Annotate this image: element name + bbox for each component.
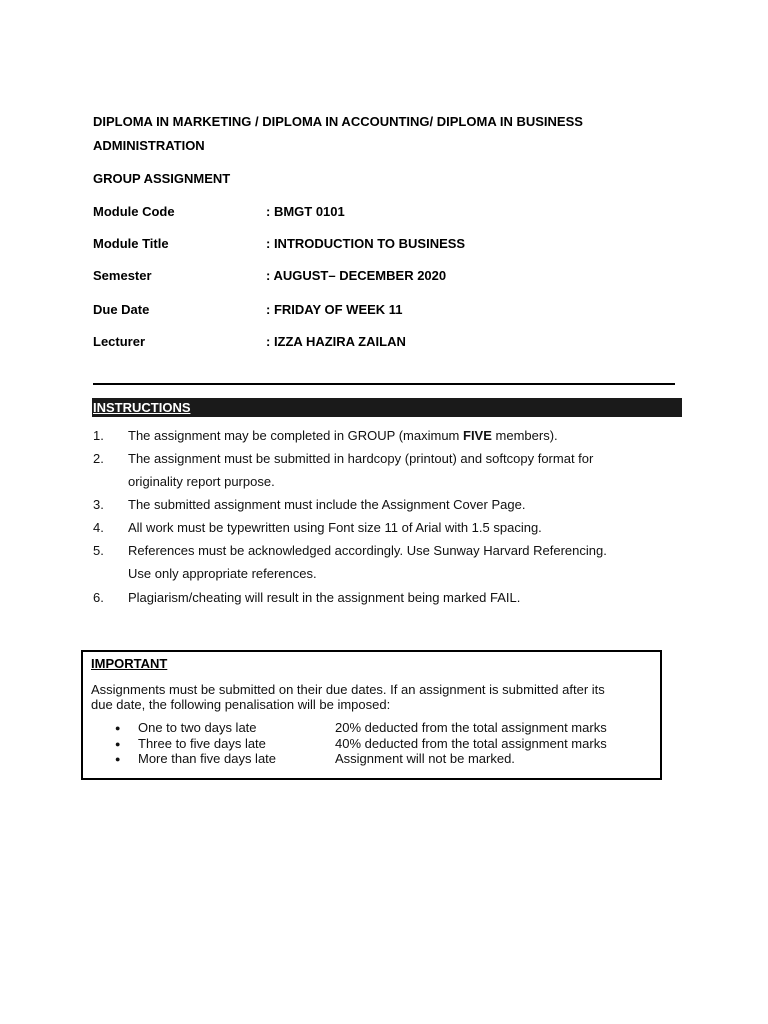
instruction-number: 2. (93, 451, 104, 466)
detail-row-module-code (93, 204, 673, 220)
detail-row-semester (93, 268, 673, 284)
penalty-lateness: One to two days late (138, 720, 257, 735)
penalty-item (83, 751, 643, 767)
important-intro-line: due date, the following penalisation will be imposed: (91, 697, 391, 712)
instruction-text: The assignment must be submitted in hardcopy (printout) and softcopy format for (128, 451, 594, 466)
penalty-result: Assignment will not be marked. (335, 751, 515, 766)
detail-row-module-title (93, 236, 673, 252)
bullet-icon: ● (115, 739, 121, 749)
instruction-text: The submitted assignment must include the Assignment Cover Page. (128, 497, 526, 512)
detail-value: : BMGT 0101 (266, 204, 345, 219)
instruction-text: All work must be typewritten using Font size 11 of Arial with 1.5 spacing. (128, 520, 542, 535)
important-intro-line: Assignments must be submitted on their due dates. If an assignment is submitted after its (91, 682, 605, 697)
instruction-number: 4. (93, 520, 104, 535)
detail-label: Module Title (93, 236, 169, 251)
detail-row-lecturer (93, 334, 673, 350)
detail-value: : INTRODUCTION TO BUSINESS (266, 236, 466, 251)
instruction-text: References must be acknowledged accordingly. Use Sunway Harvard Referencing. (128, 543, 607, 558)
programme-title-line-1: DIPLOMA IN MARKETING / DIPLOMA IN ACCOUNTING/ DIPLOMA IN BUSINESS (93, 114, 583, 129)
penalty-item (83, 736, 643, 752)
instructions-heading-bar (92, 398, 682, 417)
instruction-number: 6. (93, 590, 104, 605)
detail-label: Semester (93, 268, 152, 283)
instruction-text-end: members). (491, 428, 558, 443)
instruction-emphasis: FIVE (463, 428, 492, 443)
penalty-result: 40% deducted from the total assignment marks (335, 736, 607, 751)
detail-label: Due Date (93, 302, 150, 317)
penalty-lateness: Three to five days late (138, 736, 266, 751)
instruction-text: Plagiarism/cheating will result in the assignment being marked FAIL. (128, 590, 521, 605)
instruction-text-start: The assignment may be completed in GROUP (maximum (128, 428, 463, 443)
important-intro (91, 682, 656, 712)
important-heading: IMPORTANT (91, 656, 168, 671)
detail-label: Lecturer (93, 334, 146, 349)
penalty-lateness: More than five days late (138, 751, 277, 766)
instructions-heading: INSTRUCTIONS (93, 400, 191, 415)
bullet-icon: ● (115, 754, 121, 764)
detail-label: Module Code (93, 204, 175, 219)
detail-value: : IZZA HAZIRA ZAILAN (266, 334, 406, 349)
instruction-number: 5. (93, 543, 104, 558)
instruction-number: 3. (93, 497, 104, 512)
important-notice-box (81, 650, 662, 780)
penalty-result: 20% deducted from the total assignment marks (335, 720, 607, 735)
instruction-number: 1. (93, 428, 104, 443)
instruction-text: Use only appropriate references. (128, 566, 317, 581)
detail-value: : FRIDAY OF WEEK 11 (266, 302, 403, 317)
instruction-text (128, 424, 668, 447)
programme-title-line-2: ADMINISTRATION (93, 138, 205, 153)
penalty-item (83, 720, 643, 736)
header-divider (93, 383, 675, 385)
bullet-icon: ● (115, 723, 121, 733)
detail-row-due-date (93, 302, 673, 318)
assignment-type: GROUP ASSIGNMENT (93, 171, 231, 186)
detail-value: : AUGUST– DECEMBER 2020 (266, 268, 447, 283)
instruction-text: originality report purpose. (128, 474, 275, 489)
